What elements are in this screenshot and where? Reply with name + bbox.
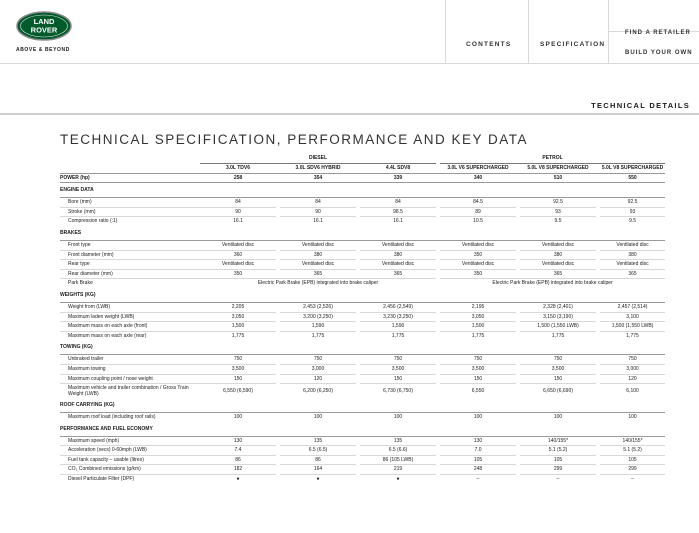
engine-name: 5.0L V8 SUPERCHARGED: [527, 165, 589, 171]
spec-label: Maximum speed (mph): [60, 436, 200, 446]
section-divider: [0, 113, 699, 115]
spec-value: 150: [520, 374, 596, 384]
group-title: TOWING (KG): [60, 344, 93, 351]
spec-value: 2,456 (2,549): [360, 302, 436, 312]
spec-value: Ventilated disc: [520, 260, 596, 270]
spec-group-header: [60, 288, 665, 303]
spec-value: 3,000: [600, 364, 665, 374]
nav-divider: [445, 0, 446, 63]
spec-label: Diesel Particulate Filter (DPF): [60, 475, 200, 484]
spec-value: 3,000: [280, 364, 356, 374]
spec-value: ●: [200, 475, 276, 484]
spec-label: Fuel tank capacity – usable (litres): [60, 455, 200, 465]
spec-value: 1,500: [200, 322, 276, 332]
section-title: TECHNICAL DETAILS: [591, 101, 690, 110]
spec-label: CO₂ Combined emissions (g/km): [60, 465, 200, 475]
spec-value: –: [440, 475, 516, 484]
spec-value: 219: [360, 465, 436, 475]
spec-row: [60, 446, 665, 456]
spec-value: 86: [280, 455, 356, 465]
spec-value: 100: [520, 413, 596, 422]
spec-value: 120: [600, 374, 665, 384]
spec-value: 6,550 (6,590): [200, 384, 276, 399]
spec-value: 6,100: [600, 384, 665, 399]
spec-value: 365: [600, 269, 665, 279]
spec-value: 16.1: [360, 217, 436, 226]
nav-specification-link[interactable]: SPECIFICATION: [540, 41, 606, 48]
spec-value: 3,150 (3,190): [520, 312, 596, 322]
spec-value: 86 (105 LWB): [360, 455, 436, 465]
spec-value: 3,500: [200, 364, 276, 374]
power-value: 550: [600, 173, 665, 183]
spec-value: 9.5: [520, 217, 596, 226]
spec-value: 380: [280, 250, 356, 260]
spec-row: [60, 436, 665, 446]
engine-name: 3.0L V6 SUPERCHARGED: [447, 165, 509, 171]
build-your-own-link[interactable]: BUILD YOUR OWN: [625, 50, 693, 56]
spec-value: 100: [200, 413, 276, 422]
spec-label: Acceleration (secs) 0-60mph (LWB): [60, 446, 200, 456]
spec-label: Weight from (LWB): [60, 302, 200, 312]
spec-value: 5.1 (5.2): [600, 446, 665, 456]
spec-value: 7.4: [200, 446, 276, 456]
group-title: ROOF CARRYING (KG): [60, 402, 115, 409]
find-retailer-link[interactable]: FIND A RETAILER: [625, 30, 691, 36]
spec-value: Ventilated disc: [360, 260, 436, 270]
spec-value: 350: [440, 250, 516, 260]
spec-value: Ventilated disc: [440, 240, 516, 250]
spec-value: 6,650 (6,690): [520, 384, 596, 399]
spec-value: 6,200 (6,250): [280, 384, 356, 399]
spec-value: Ventilated disc: [280, 260, 356, 270]
spec-value: 105: [600, 455, 665, 465]
spec-label: Maximum laden weight (LWB): [60, 312, 200, 322]
spec-group-header: [60, 226, 665, 241]
spec-row: [60, 364, 665, 374]
spec-value: 365: [360, 269, 436, 279]
spec-value: 130: [440, 436, 516, 446]
spec-value: 1,590: [360, 322, 436, 332]
spec-value: 750: [600, 355, 665, 365]
spec-value: 750: [440, 355, 516, 365]
spec-row: [60, 384, 665, 399]
spec-value: 750: [200, 355, 276, 365]
spec-label: Front type: [60, 240, 200, 250]
spec-value: 1,775: [200, 331, 276, 340]
nav-contents-link[interactable]: CONTENTS: [466, 41, 512, 48]
spec-value: Ventilated disc: [360, 240, 436, 250]
spec-value: 3,050: [440, 312, 516, 322]
page-title: TECHNICAL SPECIFICATION, PERFORMANCE AND KEY DATA: [60, 132, 529, 147]
spec-value: 93: [600, 207, 665, 217]
spec-value: 6.5 (6.5): [280, 446, 356, 456]
spec-value: 84: [280, 198, 356, 208]
spec-group-header: [60, 422, 665, 437]
spec-value: 2,205: [200, 302, 276, 312]
spec-value: 1,775: [440, 331, 516, 340]
spec-value: 130: [200, 436, 276, 446]
land-rover-logo[interactable]: [16, 6, 72, 46]
spec-row: [60, 374, 665, 384]
spec-value: 84: [200, 198, 276, 208]
logo-text-line1: LAND: [33, 17, 55, 26]
spec-value: ●: [360, 475, 436, 484]
spec-label: Bore (mm): [60, 198, 200, 208]
brand-tagline: ABOVE & BEYOND: [16, 47, 70, 53]
power-row: [60, 173, 665, 183]
spec-label: Maximum roof load (including roof rails): [60, 413, 200, 422]
spec-value: 3,230 (3,250): [360, 312, 436, 322]
spec-value: 380: [360, 250, 436, 260]
spec-value: 150: [200, 374, 276, 384]
spec-span-value: Electric Park Brake (EPB) integrated into brake caliper: [200, 279, 436, 288]
fuel-category-row: [60, 154, 665, 164]
spec-value: 5.1 (5.2): [520, 446, 596, 456]
spec-value: Ventilated disc: [600, 260, 665, 270]
spec-value: 1,775: [360, 331, 436, 340]
spec-value: 140/155*: [600, 436, 665, 446]
spec-value: 3,050: [200, 312, 276, 322]
spec-value: 3,100: [600, 312, 665, 322]
spec-value: 1,500: [440, 322, 516, 332]
spec-value: 350: [440, 269, 516, 279]
spec-value: 3,500: [360, 364, 436, 374]
spec-value: 365: [520, 269, 596, 279]
spec-value: 3,500: [440, 364, 516, 374]
spec-value: Ventilated disc: [200, 240, 276, 250]
diesel-header: DIESEL: [200, 154, 436, 164]
spec-row: [60, 312, 665, 322]
spec-group-header: [60, 398, 665, 413]
power-label: POWER (hp): [60, 173, 200, 183]
spec-value: 2,457 (2,514): [600, 302, 665, 312]
spec-value: 135: [360, 436, 436, 446]
spec-value: 1,775: [600, 331, 665, 340]
spec-value: 100: [440, 413, 516, 422]
spec-value: –: [520, 475, 596, 484]
power-value: 339: [360, 173, 436, 183]
group-title: ENGINE DATA: [60, 187, 94, 194]
spec-label: Maximum towing: [60, 364, 200, 374]
spec-value: 3,200 (3,250): [280, 312, 356, 322]
spec-value: 164: [280, 465, 356, 475]
site-header: [0, 0, 699, 64]
spec-value: 10.5: [440, 217, 516, 226]
spec-value: 16.1: [280, 217, 356, 226]
power-value: 354: [280, 173, 356, 183]
spec-value: 16.1: [200, 217, 276, 226]
spec-value: Ventilated disc: [280, 240, 356, 250]
spec-label: Maximum coupling point / nose weight: [60, 374, 200, 384]
spec-value: 750: [280, 355, 356, 365]
group-title: WEIGHTS (KG): [60, 291, 96, 298]
spec-row: [60, 207, 665, 217]
spec-value: 2,195: [440, 302, 516, 312]
spec-value: 105: [520, 455, 596, 465]
spec-group-header: [60, 340, 665, 355]
spec-label: Rear type: [60, 260, 200, 270]
spec-row: [60, 465, 665, 475]
spec-value: 1,775: [280, 331, 356, 340]
spec-value: 93: [520, 207, 596, 217]
spec-label: Park Brake: [60, 279, 200, 288]
spec-value: 135: [280, 436, 356, 446]
spec-row: [60, 198, 665, 208]
spec-value: 750: [360, 355, 436, 365]
spec-value: 299: [600, 465, 665, 475]
spec-value: 84: [360, 198, 436, 208]
spec-value: 84.5: [440, 198, 516, 208]
logo-text-line2: ROVER: [30, 25, 58, 35]
engine-name: 5.0L V8 SUPERCHARGED: [601, 165, 664, 171]
spec-value: 365: [280, 269, 356, 279]
spec-value: 380: [600, 250, 665, 260]
spec-value: 6,730 (6,750): [360, 384, 436, 399]
spec-value: 750: [520, 355, 596, 365]
spec-table: [60, 154, 665, 484]
spec-row: [60, 260, 665, 270]
spec-row: [60, 250, 665, 260]
spec-value: 100: [600, 413, 665, 422]
spec-label: Maximum vehicle and trailer combination / Gross Train Weight (LWB): [60, 384, 200, 399]
spec-row: [60, 322, 665, 332]
spec-row: [60, 455, 665, 465]
spec-value: 1,590: [280, 322, 356, 332]
spec-value: Ventilated disc: [600, 240, 665, 250]
spec-row: [60, 355, 665, 365]
spec-row: [60, 413, 665, 422]
group-title: PERFORMANCE AND FUEL ECONOMY: [60, 425, 153, 432]
spec-value: 92.5: [520, 198, 596, 208]
spec-value: 92.5: [600, 198, 665, 208]
spec-value: 6.5 (6.6): [360, 446, 436, 456]
spec-value: 1,775: [520, 331, 596, 340]
spec-value: 350: [200, 269, 276, 279]
spec-value: 100: [280, 413, 356, 422]
spec-value: Ventilated disc: [440, 260, 516, 270]
spec-value: 360: [200, 250, 276, 260]
spec-label: Stroke (mm): [60, 207, 200, 217]
spec-label: Rear diameter (mm): [60, 269, 200, 279]
engine-name: 3.0L SDV6 HYBRID: [295, 165, 341, 171]
engine-name: 3.0L TDV6: [225, 165, 251, 171]
spec-row: [60, 302, 665, 312]
group-title: BRAKES: [60, 229, 82, 236]
petrol-header: PETROL: [440, 154, 665, 164]
engine-name: 4.4L SDV8: [385, 165, 411, 171]
spec-group-header: [60, 183, 665, 198]
spec-row: [60, 240, 665, 250]
spec-row: [60, 279, 665, 288]
spec-value: 89: [440, 207, 516, 217]
spec-value: 7.0: [440, 446, 516, 456]
spec-value: –: [600, 475, 665, 484]
spec-row: [60, 475, 665, 484]
spec-span-value: Electric Park Brake (EPB) integrated into brake caliper: [440, 279, 665, 288]
spec-label: Maximum mass on each axle (rear): [60, 331, 200, 340]
spec-value: 1,500 (1,550 LWB): [600, 322, 665, 332]
spec-label: Compression ratio (:1): [60, 217, 200, 226]
spec-value: 182: [200, 465, 276, 475]
spec-value: 150: [360, 374, 436, 384]
power-value: 258: [200, 173, 276, 183]
spec-value: Ventilated disc: [520, 240, 596, 250]
spec-value: 3,500: [520, 364, 596, 374]
spec-value: Ventilated disc: [200, 260, 276, 270]
spec-value: 90: [280, 207, 356, 217]
spec-value: 248: [440, 465, 516, 475]
spec-value: 140/155*: [520, 436, 596, 446]
spec-value: 150: [440, 374, 516, 384]
engine-header-row: [60, 164, 665, 174]
spec-value: 299: [520, 465, 596, 475]
spec-value: 120: [280, 374, 356, 384]
spec-value: 2,328 (2,401): [520, 302, 596, 312]
spec-row: [60, 269, 665, 279]
spec-row: [60, 217, 665, 226]
spec-value: 100: [360, 413, 436, 422]
spec-label: Front diameter (mm): [60, 250, 200, 260]
spec-value: 98.5: [360, 207, 436, 217]
spec-value: 105: [440, 455, 516, 465]
power-value: 510: [520, 173, 596, 183]
spec-value: 1,500 (1,550 LWB): [520, 322, 596, 332]
spec-value: ●: [280, 475, 356, 484]
spec-row: [60, 331, 665, 340]
nav-divider: [528, 0, 529, 63]
power-value: 340: [440, 173, 516, 183]
spec-label: Unbraked trailer: [60, 355, 200, 365]
spec-value: 9.5: [600, 217, 665, 226]
spec-label: Maximum mass on each axle (front): [60, 322, 200, 332]
spec-value: 90: [200, 207, 276, 217]
spec-value: 2,453 (2,526): [280, 302, 356, 312]
spec-value: 6,550: [440, 384, 516, 399]
spec-value: 380: [520, 250, 596, 260]
spec-value: 86: [200, 455, 276, 465]
